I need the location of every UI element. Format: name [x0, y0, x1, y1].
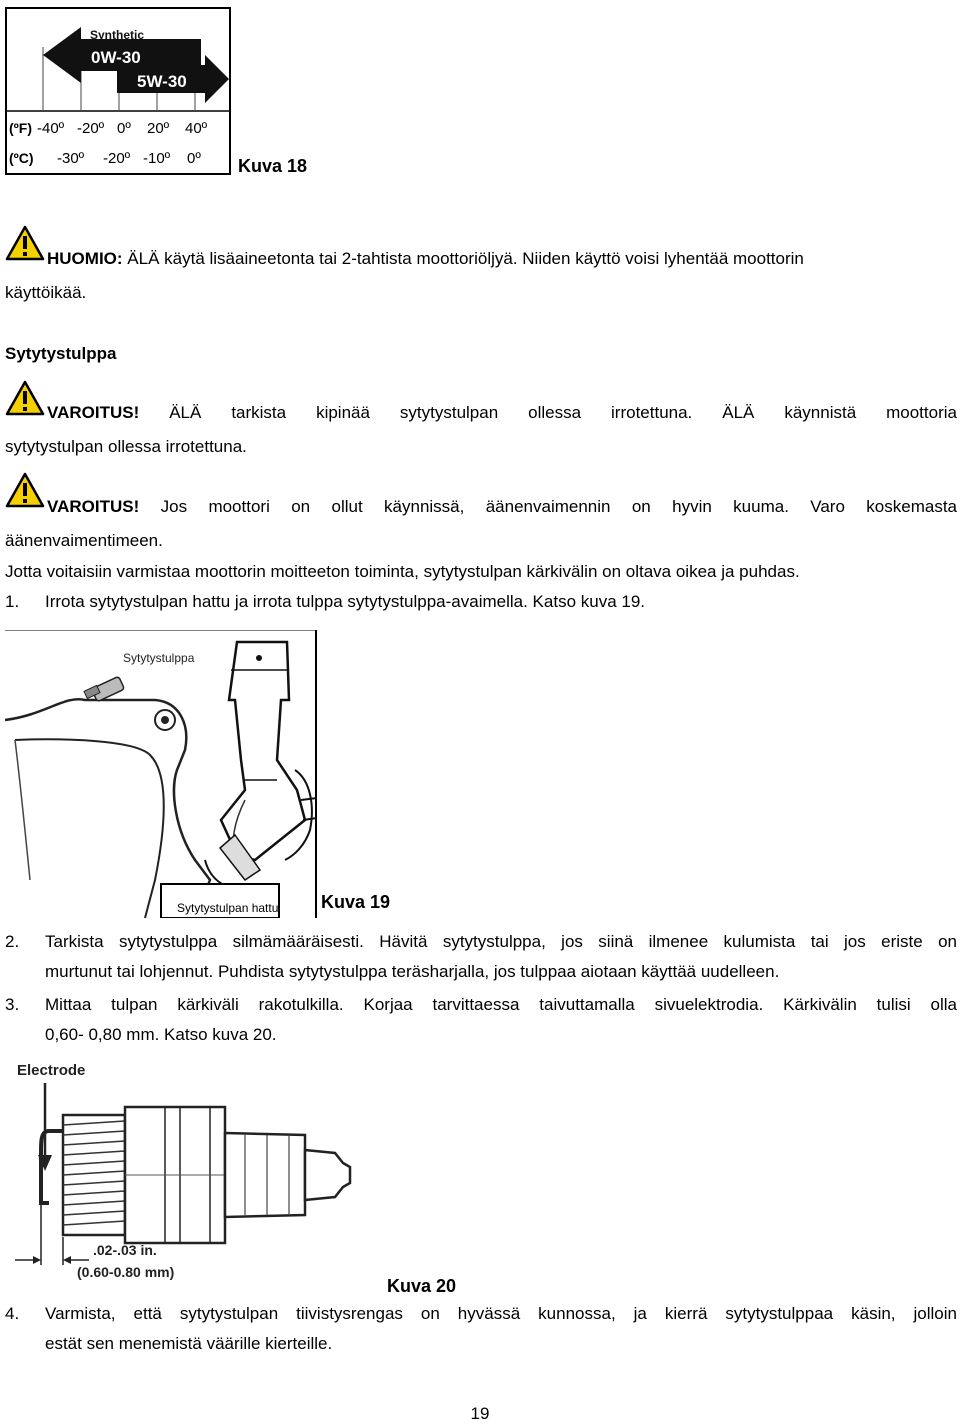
- spark-plug-gap-diagram: [5, 1055, 385, 1287]
- warning1-line1: [47, 402, 957, 424]
- c-tick: -10º: [143, 150, 171, 167]
- warning2-line2: äänenvaimentimeen.: [5, 531, 163, 550]
- step-4-line1: Varmista, että sytytystulpan tiivistysrengas on hyvässä kunnossa, ja kierrä sytytystulppaa käsin, jolloin: [45, 1304, 957, 1323]
- spark-plug-removal-drawing: [5, 630, 317, 918]
- figure-20-illustration: [5, 1055, 385, 1287]
- f-tick: -40º: [37, 120, 65, 137]
- note-text: ÄLÄ käytä lisäaineetonta tai 2-tahtista moottoriöljyä. Niiden käyttö voisi lyhentää moottorin: [127, 249, 804, 268]
- intro-text: Jotta voitaisiin varmistaa moottorin moitteeton toiminta, sytytystulpan kärkivälin on oltava oikea ja puhdas.: [5, 562, 800, 581]
- warning-triangle-icon: [5, 225, 45, 261]
- section-title: Sytytystulppa: [5, 344, 117, 363]
- warning-text: ÄLÄ tarkista kipinää sytytystulpan ollessa irrotettuna. ÄLÄ käynnistä moottoria: [169, 403, 957, 422]
- warning-text: Jos moottori on ollut käynnissä, äänenvaimennin on hyvin kuuma. Varo koskemasta: [160, 497, 957, 516]
- warning1-line2: sytytystulpan ollessa irrotettuna.: [5, 437, 247, 456]
- step-3-line1: Mittaa tulpan kärkiväli rakotulkilla. Korjaa tarvittaessa taivuttamalla sivuelektrodia. Kärkivälin tulisi olla: [45, 995, 957, 1014]
- step-number: 1.: [5, 592, 20, 611]
- f-tick: 40º: [185, 120, 208, 137]
- step-1-text: Irrota sytytystulpan hattu ja irrota tulppa sytytystulppa-avaimella. Katso kuva 19.: [45, 592, 646, 611]
- gap-inches-label: .02-.03 in.: [93, 1242, 157, 1258]
- figure-19-caption: Kuva 19: [321, 892, 391, 912]
- celsius-label: (ºC): [9, 150, 34, 166]
- note-label: HUOMIO:: [47, 249, 123, 268]
- spark-plug-cap-label: Sytytystulpan hattu: [177, 901, 279, 915]
- page-number: 19: [470, 1404, 490, 1423]
- f-tick: 0º: [117, 120, 131, 137]
- step-2-line1: Tarkista sytytystulppa silmämääräisesti. Hävitä sytytystulppa, jos siinä ilmenee kulumista tai jos eriste on: [45, 932, 957, 951]
- c-tick: 0º: [187, 150, 201, 167]
- note-huomio-line2: käyttöikää.: [5, 283, 87, 302]
- c-tick: -20º: [103, 150, 131, 167]
- step-number: 4.: [5, 1304, 20, 1323]
- figure-18-oil-chart: [5, 7, 231, 175]
- step-number: 3.: [5, 995, 20, 1014]
- f-tick: 20º: [147, 120, 170, 137]
- step-number: 2.: [5, 932, 20, 951]
- warning-label: VAROITUS!: [47, 497, 140, 516]
- figure-20-caption: Kuva 20: [387, 1276, 457, 1296]
- figure-19-illustration: [5, 630, 317, 918]
- fahrenheit-label: (ºF): [9, 120, 32, 136]
- synthetic-label: Synthetic: [90, 28, 145, 42]
- warning-triangle-icon: [5, 472, 45, 508]
- spark-plug-label: Sytytystulppa: [123, 651, 195, 665]
- note-huomio-line1: [47, 248, 957, 270]
- f-tick: -20º: [77, 120, 105, 137]
- electrode-label: Electrode: [17, 1062, 86, 1079]
- warning-label: VAROITUS!: [47, 403, 140, 422]
- oil-0w30-label: 0W-30: [91, 48, 141, 67]
- step-4-line2: estät sen menemistä väärille kierteille.: [45, 1334, 333, 1353]
- c-tick: -30º: [57, 150, 85, 167]
- figure-18-caption: Kuva 18: [238, 156, 308, 176]
- step-3-line2: 0,60- 0,80 mm. Katso kuva 20.: [45, 1025, 277, 1044]
- gap-mm-label: (0.60-0.80 mm): [77, 1264, 175, 1280]
- oil-viscosity-diagram: [5, 7, 231, 175]
- oil-5w30-label: 5W-30: [137, 72, 187, 91]
- step-2-line2: murtunut tai lohjennut. Puhdista sytytystulppa teräsharjalla, jos tulppaa aiotaan käyttää uudelleen.: [45, 962, 780, 981]
- warning-triangle-icon: [5, 380, 45, 416]
- warning2-line1: [47, 496, 957, 518]
